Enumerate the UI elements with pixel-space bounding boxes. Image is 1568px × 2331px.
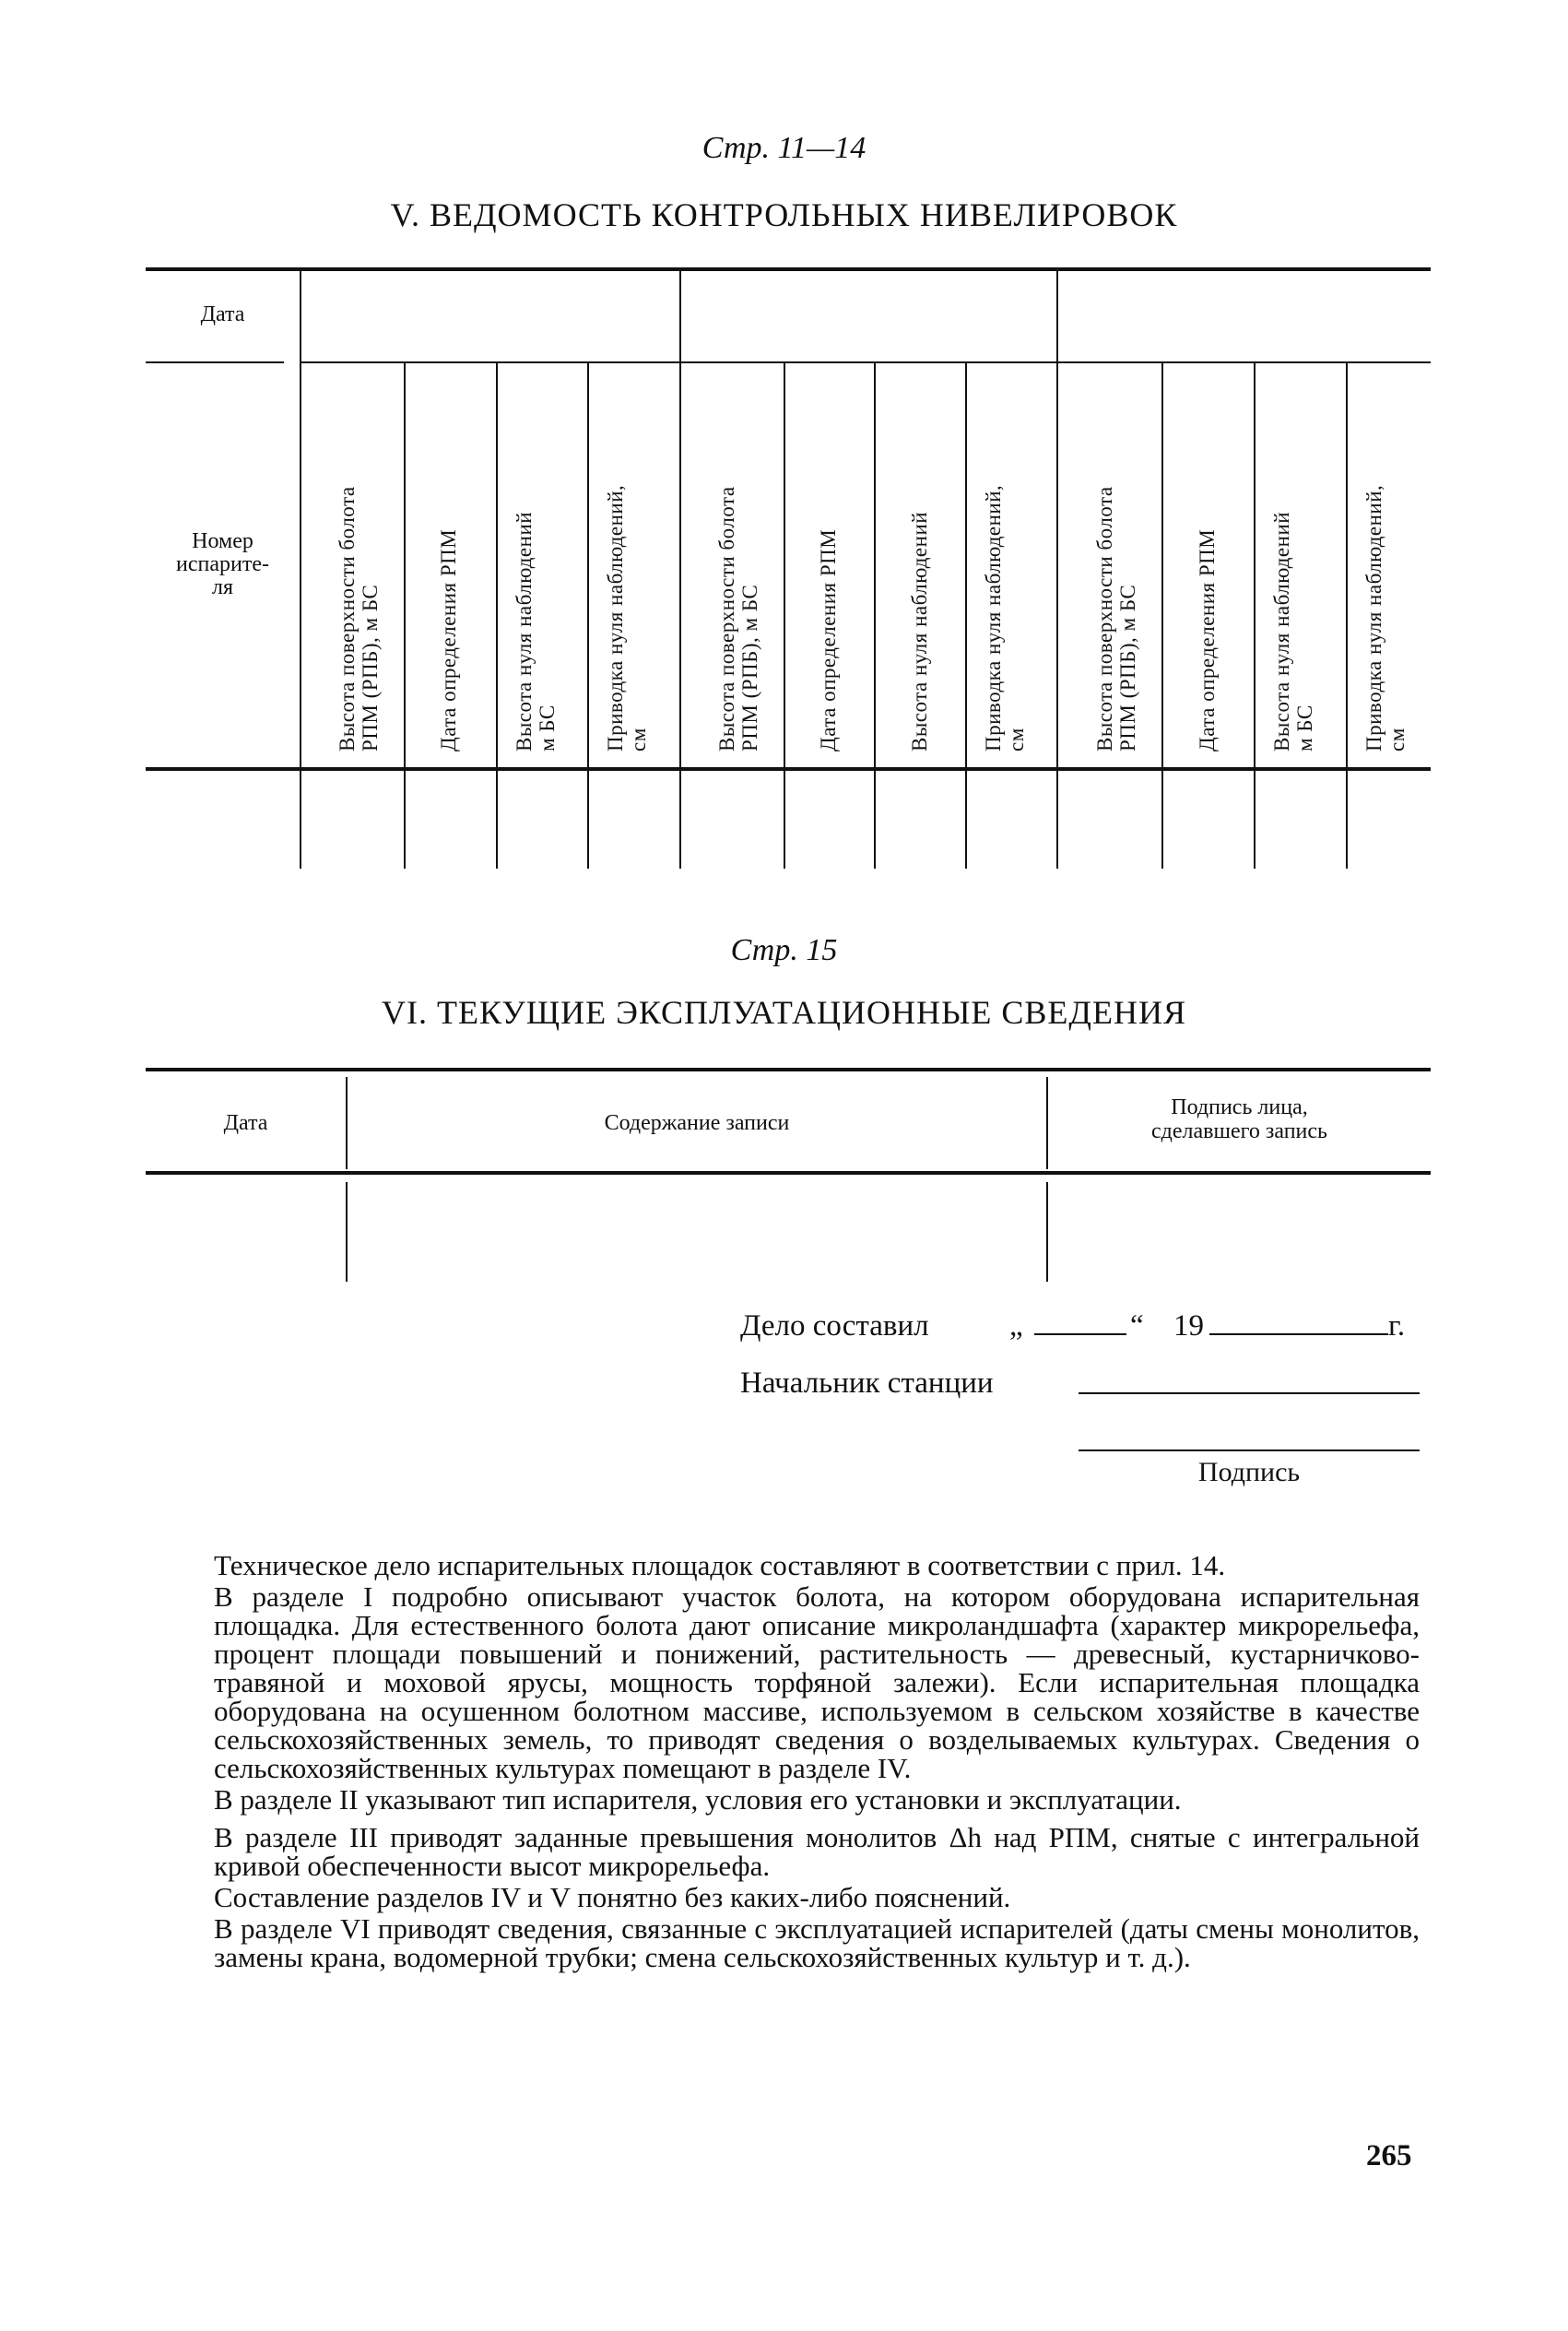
quote-open: „ [1009, 1309, 1023, 1343]
compiled-label: Дело составил [740, 1309, 929, 1343]
paragraph: Составление разделов IV и V понятно без каких-либо пояснений. [214, 1881, 1011, 1913]
year-prefix: 19 [1173, 1309, 1204, 1343]
col-header-surface-height: Высота поверхности болота РПМ (РПБ), м БС [336, 486, 382, 751]
col-header-surface-height: Высота поверхности болота РПМ (РПБ), м БС [1093, 486, 1139, 751]
paragraph: В разделе VI приводят сведения, связанные с эксплуатацией испарителей (даты смены монолитов, замены крана, водомерной трубки; смена сельскохозяйственных культур и т. д.). [214, 1912, 1420, 1973]
page-number: 265 [1366, 2139, 1412, 2172]
col-header-zero-adjustment: Приводка нуля наблюдений, см [1362, 484, 1409, 751]
records-header-signature: Подпись лица, сделавшего запись [1151, 1095, 1327, 1143]
col-header-rpm-date: Дата определения РПМ [817, 528, 840, 751]
col-header-zero-height: Высота нуля наблюдений м БС [1270, 511, 1316, 751]
col-header-zero-height: Высота нуля наблюдений [908, 511, 931, 751]
col-header-zero-adjustment: Приводка нуля наблюдений, см [604, 484, 650, 751]
paragraph: В разделе III приводят заданные превышения монолитов Δh над РПМ, снятые с интегральной кривой обеспеченности высот микрорельефа. [214, 1821, 1420, 1882]
chief-signature-line [1079, 1392, 1420, 1394]
signature-label: Подпись [1197, 1457, 1301, 1487]
explanatory-text [214, 1551, 1420, 1971]
section5-page-ref: Стр. 11—14 [701, 131, 867, 165]
chief-label: Начальник станции [740, 1367, 994, 1400]
col-header-rpm-date: Дата определения РПМ [437, 528, 460, 751]
col-header-zero-adjustment: Приводка нуля наблюдений, см [982, 484, 1028, 751]
section5-title: V. ВЕДОМОСТЬ КОНТРОЛЬНЫХ НИВЕЛИРОВОК [390, 196, 1178, 233]
paragraph: В разделе II указывают тип испарителя, условия его установки и эксплуатации. [214, 1783, 1182, 1816]
col-header-surface-height: Высота поверхности болота РПМ (РПБ), м БС [715, 486, 761, 751]
paragraph: Техническое дело испарительных площадок составляют в соответствии с прил. 14. [214, 1549, 1226, 1581]
section6-page-ref: Стр. 15 [730, 933, 838, 967]
quote-close: “ [1130, 1309, 1144, 1343]
table-header-evaporator: Номер испарите- ля [176, 529, 269, 599]
table-header-date: Дата [200, 302, 245, 326]
section6-title: VI. ТЕКУЩИЕ ЭКСПЛУАТАЦИОННЫЕ СВЕДЕНИЯ [382, 994, 1186, 1031]
paragraph: В разделе I подробно описывают участок болота, на котором оборудована испарительная площадка. Для естественного болота дают описание микроландшафта (характер микрорельефа, процент площади повышений и понижений, растительность — древесный, кустарничково-травяной и моховой ярусы, мощность торфяной залежи). Если испарительная площадка оборудована на осушенном болотном массиве, используемом в сельском хозяйстве в качестве сельскохозяйственных земель, то приводят сведения о возделываемых культурах. Сведения о сельскохозяйственных культурах помещают в разделе IV. [214, 1580, 1420, 1784]
col-header-zero-height: Высота нуля наблюдений м БС [513, 511, 559, 751]
records-header-date: Дата [223, 1111, 268, 1135]
records-header-content: Содержание записи [604, 1111, 790, 1135]
year-suffix: г. [1388, 1309, 1406, 1343]
col-header-rpm-date: Дата определения РПМ [1196, 528, 1219, 751]
